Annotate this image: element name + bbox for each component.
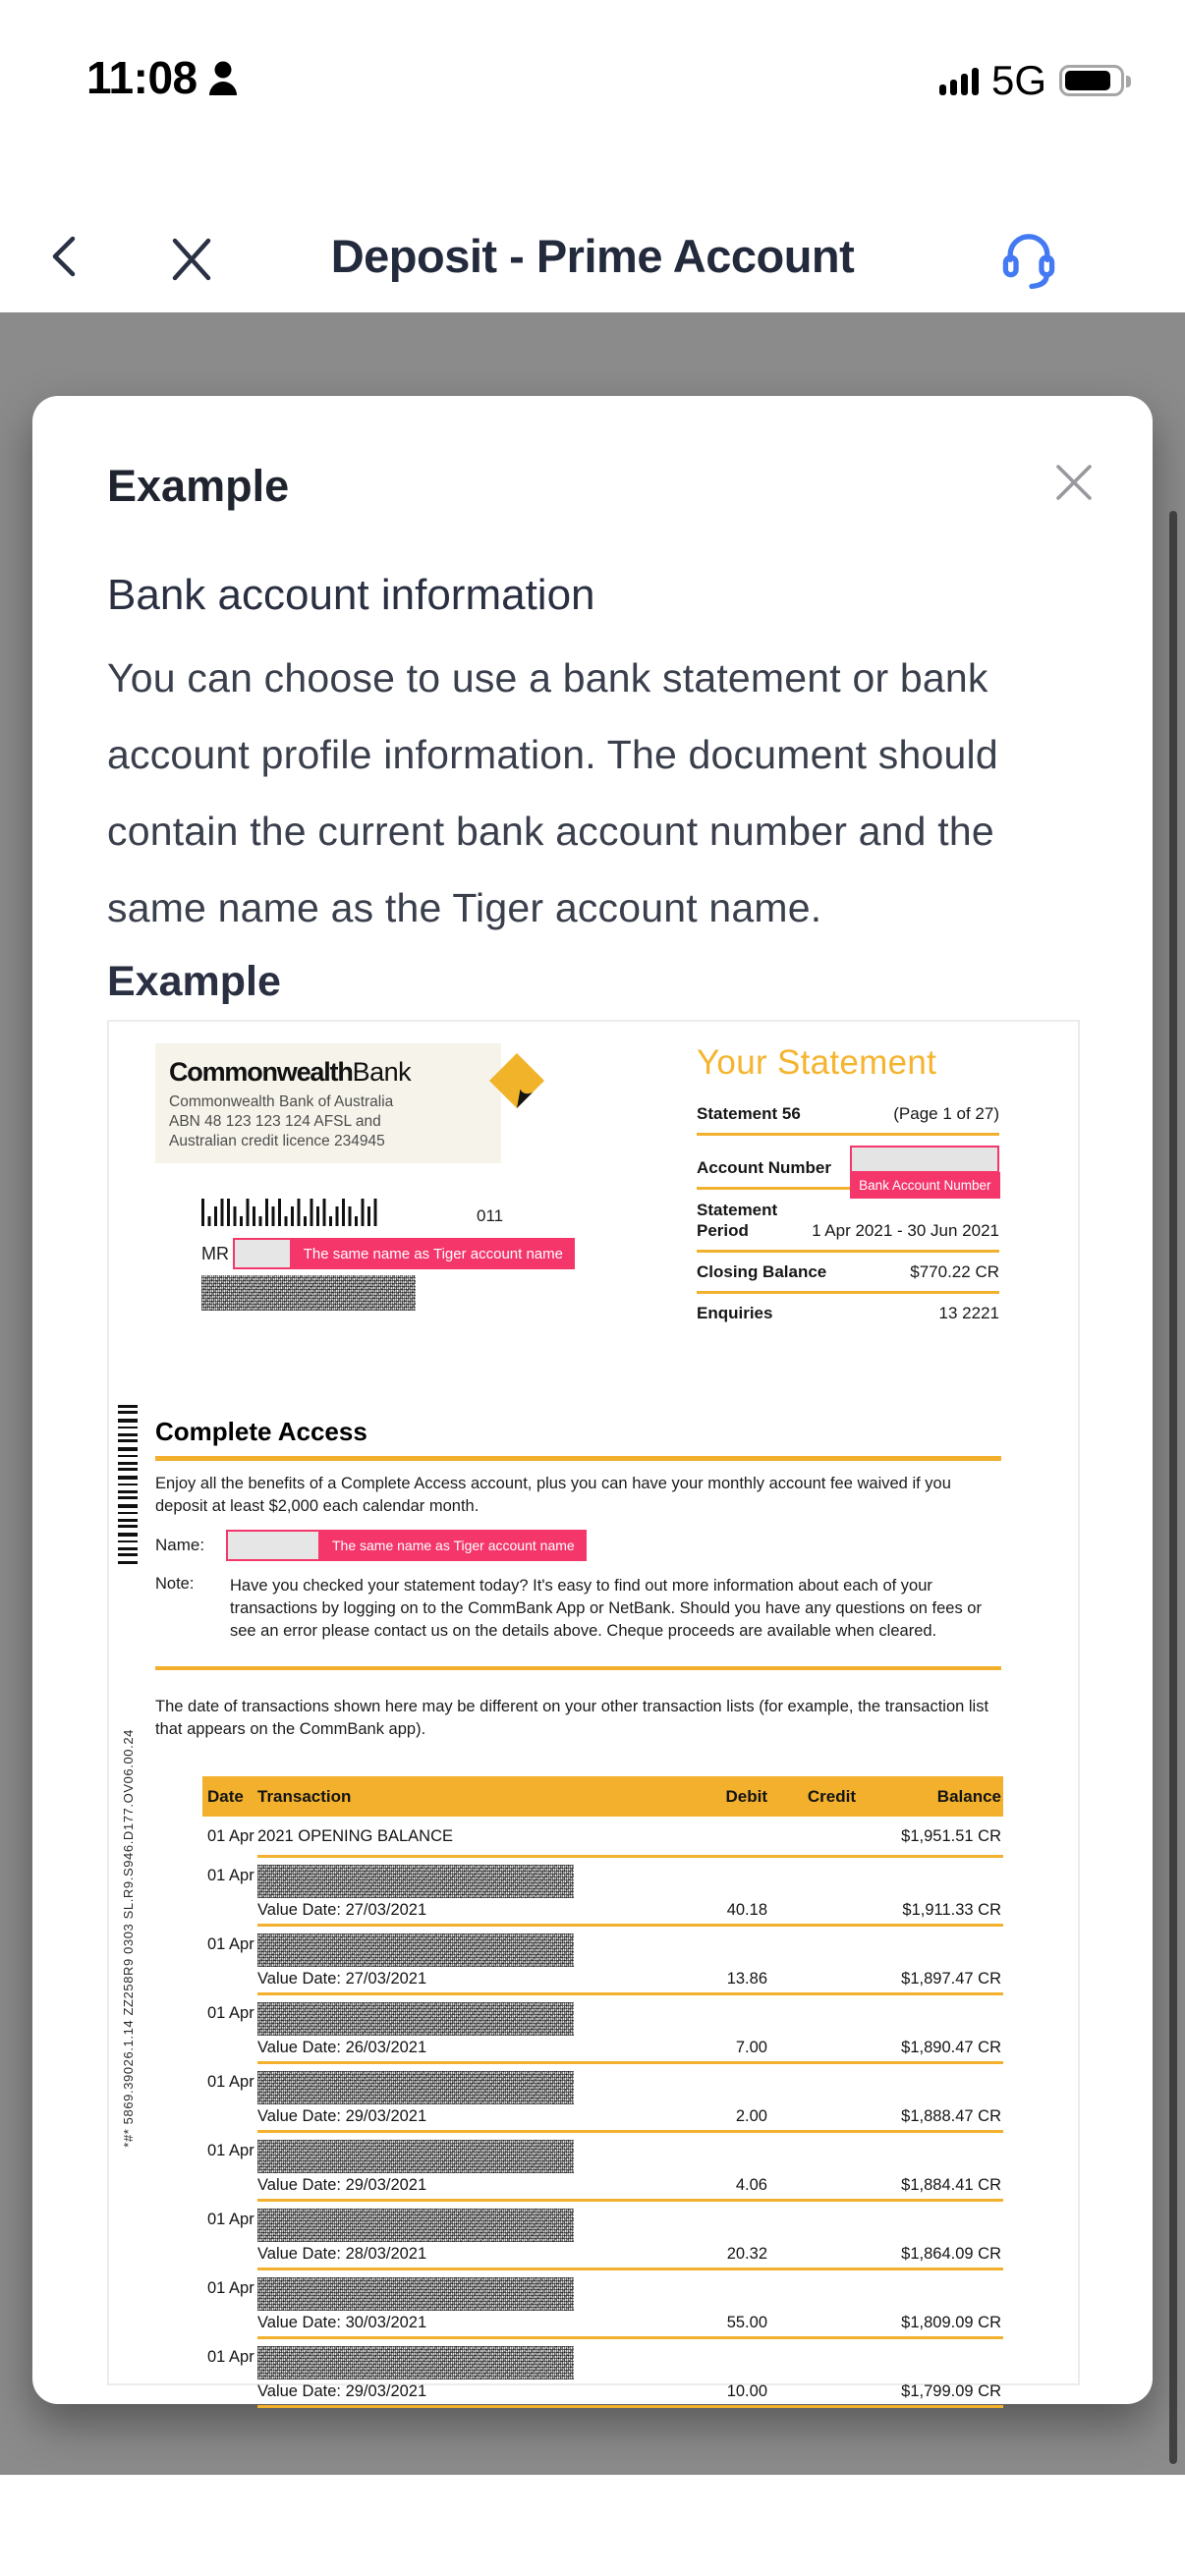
vertical-barcode-icon	[118, 1405, 138, 1564]
row-date: 01 Apr	[207, 2211, 254, 2228]
complete-access-section	[155, 1417, 1078, 1670]
row-debit: 55.00	[726, 2314, 767, 2331]
bank-logo-regular-text: Bank	[352, 1057, 412, 1087]
statement-period-label-line2: Period	[697, 1221, 749, 1240]
redacted-transaction-description	[257, 1933, 574, 1967]
addressee-prefix: MR	[201, 1243, 229, 1263]
account-intro-text: Enjoy all the benefits of a Complete Access account, plus you can have your monthly account fee waived if you deposit at least $2,000 each calendar month.	[155, 1475, 951, 1515]
table-row	[202, 2339, 1003, 2408]
account-type-title: Complete Access	[155, 1417, 367, 1446]
header-credit: Credit	[807, 1787, 856, 1806]
row-date: 01 Apr	[207, 1827, 254, 1845]
statement-side-code: *#* 5869.39026.1.14 ZZ258R9 0303 SL.R9.S946.D177.OV06.00.24	[121, 1729, 136, 2148]
example-modal	[32, 396, 1153, 2404]
row-balance: $1,799.09 CR	[901, 2382, 1001, 2400]
row-value-date: Value Date: 29/03/2021	[257, 2176, 427, 2194]
row-balance: $1,897.47 CR	[901, 1970, 1001, 1988]
row-value-date: Value Date: 26/03/2021	[257, 2039, 427, 2056]
redacted-transaction-description	[257, 2140, 574, 2173]
row-date: 01 Apr	[207, 2004, 254, 2022]
support-headset-icon[interactable]	[998, 225, 1059, 290]
redacted-transaction-description	[257, 2277, 574, 2311]
status-bar	[0, 0, 1185, 118]
name-row	[155, 1530, 1001, 1561]
postal-barcode-icon	[201, 1199, 380, 1226]
bank-statement-example	[107, 1020, 1080, 2400]
row-balance: $1,864.09 CR	[901, 2245, 1001, 2263]
transaction-date-note: The date of transactions shown here may be different on your other transaction lists (for example, the transaction list that appears on the CommBank app).	[155, 1698, 989, 1738]
row-date: 01 Apr	[207, 2279, 254, 2297]
statement-left-column	[155, 1043, 575, 1332]
modal-title: Example	[107, 461, 290, 511]
row-value-date: Value Date: 29/03/2021	[257, 2382, 427, 2400]
statement-number-label: Statement 56	[697, 1104, 801, 1123]
row-debit: 20.32	[726, 2245, 767, 2263]
note-row	[155, 1575, 1001, 1643]
redacted-account-number-box	[850, 1146, 999, 1193]
row-value-date: Value Date: 30/03/2021	[257, 2314, 427, 2331]
page-title: Deposit - Prime Account	[330, 230, 855, 282]
name-annotation-tag: The same name as Tiger account name	[320, 1530, 587, 1561]
redacted-name-box	[233, 1238, 292, 1269]
header-balance: Balance	[936, 1787, 1001, 1806]
table-header-row	[202, 1776, 1003, 1817]
row-debit: 4.06	[735, 2176, 767, 2194]
header-transaction: Transaction	[257, 1787, 352, 1806]
focus-person-icon	[207, 60, 239, 95]
row-debit: 2.00	[735, 2107, 767, 2125]
row-balance: $1,888.47 CR	[901, 2107, 1001, 2125]
row-debit: 13.86	[726, 1970, 767, 1988]
table-row	[202, 2270, 1003, 2339]
row-debit: 7.00	[735, 2039, 767, 2056]
row-date: 01 Apr	[207, 1867, 254, 1884]
row-balance: $1,890.47 CR	[901, 2039, 1001, 2056]
row-divider	[257, 2405, 1003, 2408]
statement-period-value: 1 Apr 2021 - 30 Jun 2021	[812, 1221, 999, 1240]
row-balance: $1,809.09 CR	[901, 2314, 1001, 2331]
row-balance: $1,884.41 CR	[901, 2176, 1001, 2194]
scrollbar-thumb[interactable]	[1169, 511, 1177, 2464]
row-debit: 40.18	[726, 1901, 767, 1919]
statement-period-label	[697, 1200, 777, 1241]
modal-close-icon[interactable]	[1050, 459, 1098, 506]
gold-divider	[155, 1456, 1001, 1461]
row-description: 2021 OPENING BALANCE	[257, 1827, 453, 1845]
name-annotation-tag: The same name as Tiger account name	[292, 1238, 575, 1269]
header-debit: Debit	[725, 1787, 767, 1806]
redacted-transaction-description	[257, 2209, 574, 2242]
enquiries-value: 13 2221	[938, 1304, 999, 1322]
row-date: 01 Apr	[207, 2073, 254, 2091]
name-label: Name:	[155, 1536, 205, 1554]
nav-bar	[0, 201, 1185, 312]
table-row	[202, 2202, 1003, 2270]
note-text: Have you checked your statement today? It's easy to find out more information about each of your transactions by logging on to the CommBank App or NetBank. Should you have any questions on fees or see an error please contact us on the details above. Cheque proceeds are available when cleared.	[230, 1577, 982, 1640]
statement-header	[155, 1043, 1078, 1332]
row-value-date: Value Date: 27/03/2021	[257, 1970, 427, 1988]
redacted-transaction-description	[257, 2346, 574, 2380]
statement-summary-column	[697, 1043, 999, 1332]
account-number-label: Account Number	[697, 1158, 831, 1177]
redacted-transaction-description	[257, 2002, 574, 2036]
modal-heading: Bank account information	[107, 571, 595, 619]
enquiries-label: Enquiries	[697, 1304, 773, 1322]
gold-divider	[155, 1666, 1001, 1670]
table-row	[202, 2133, 1003, 2202]
bank-logo-block	[155, 1043, 501, 1163]
cellular-signal-icon	[939, 64, 979, 97]
row-date: 01 Apr	[207, 2142, 254, 2159]
addressee-block	[201, 1199, 575, 1311]
table-row	[202, 1817, 1003, 1855]
row-value-date: Value Date: 29/03/2021	[257, 2107, 427, 2125]
table-row	[202, 1858, 1003, 1927]
bank-legal-line2: ABN 48 123 123 124 AFSL and	[169, 1113, 381, 1130]
bank-legal-line3: Australian credit licence 234945	[169, 1133, 385, 1149]
table-row	[202, 2064, 1003, 2133]
statement-period-label-line1: Statement	[697, 1201, 778, 1219]
statement-page-label: (Page 1 of 27)	[893, 1104, 999, 1123]
row-date: 01 Apr	[207, 2348, 254, 2366]
account-number-annotation-tag: Bank Account Number	[850, 1172, 999, 1199]
branch-code: 011	[477, 1206, 504, 1225]
bank-logo-bold-text: Commonwealth	[169, 1057, 353, 1087]
status-time: 11:08	[86, 52, 198, 103]
header-date: Date	[207, 1787, 244, 1806]
closing-balance-label: Closing Balance	[697, 1262, 827, 1281]
row-balance: $1,951.51 CR	[901, 1827, 1001, 1845]
modal-body-text: You can choose to use a bank statement or bank account profile information. The document should contain the current bank account number and the same name as the Tiger account name.	[107, 655, 998, 930]
transactions-table	[202, 1776, 1003, 2408]
network-type-label: 5G	[990, 57, 1046, 103]
redacted-transaction-description	[257, 1865, 574, 1898]
table-row	[202, 1927, 1003, 1995]
row-balance: $1,911.33 CR	[902, 1901, 1001, 1919]
bank-diamond-logo-icon	[487, 1051, 546, 1110]
redacted-transaction-description	[257, 2071, 574, 2104]
redacted-name-box	[226, 1530, 320, 1561]
note-label: Note:	[155, 1575, 195, 1593]
row-debit	[659, 1827, 767, 1846]
row-debit: 10.00	[726, 2382, 767, 2400]
bank-logo-wordmark	[169, 1057, 428, 1088]
row-date: 01 Apr	[207, 1935, 254, 1953]
your-statement-title: Your Statement	[697, 1043, 937, 1082]
example-section-label: Example	[107, 958, 281, 1005]
closing-balance-value: $770.22 CR	[910, 1262, 999, 1281]
table-row	[202, 1995, 1003, 2064]
row-value-date: Value Date: 27/03/2021	[257, 1901, 427, 1919]
bank-legal-line1: Commonwealth Bank of Australia	[169, 1093, 394, 1110]
battery-icon	[1059, 65, 1124, 96]
row-credit	[767, 1827, 856, 1846]
redacted-address-block	[201, 1275, 416, 1311]
row-value-date: Value Date: 28/03/2021	[257, 2245, 427, 2263]
